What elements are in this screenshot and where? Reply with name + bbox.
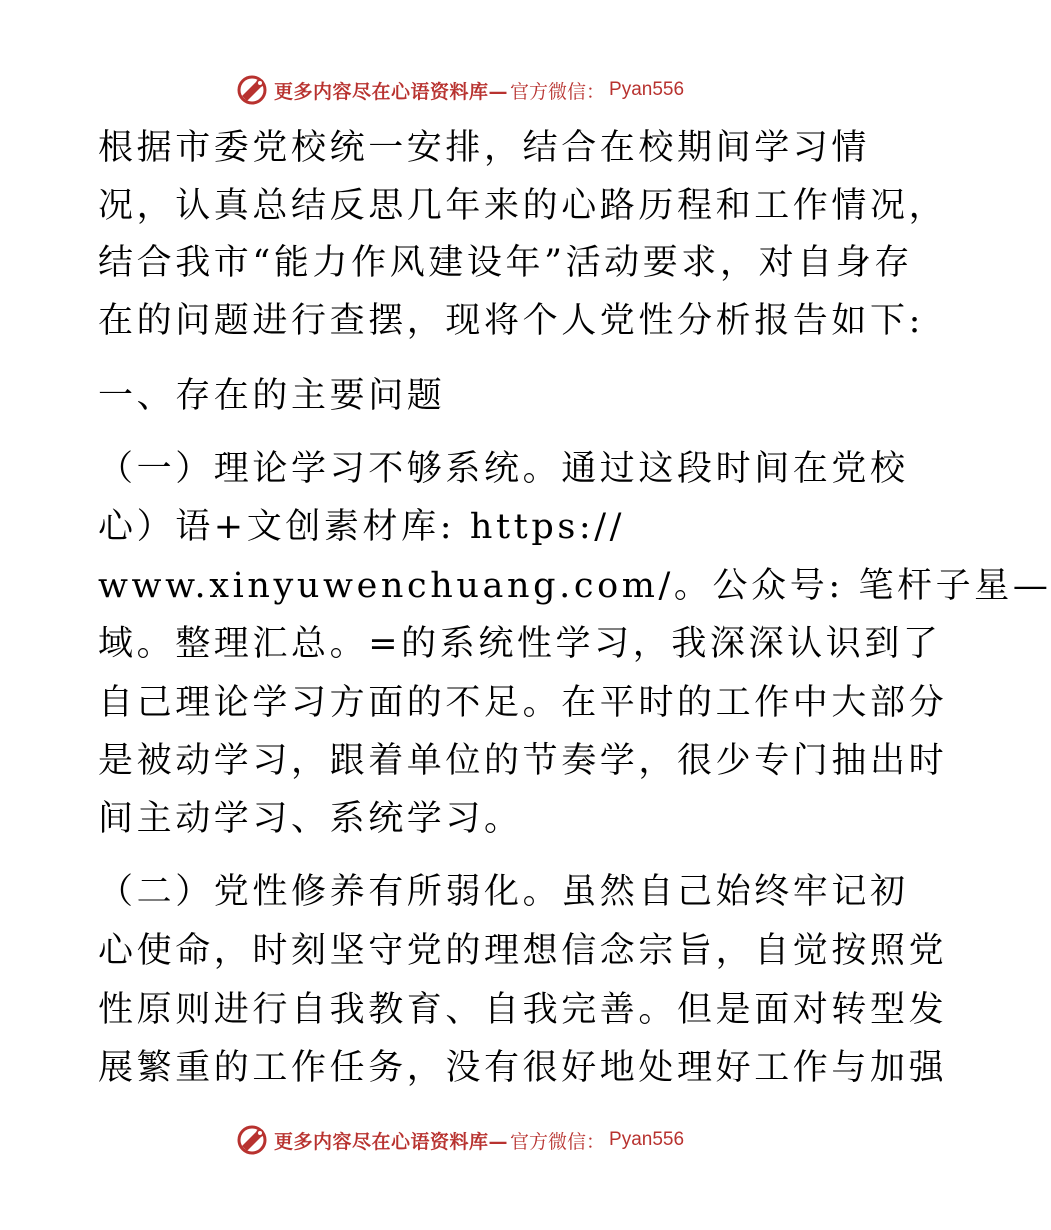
watermark-text: 更多内容尽在心语资料库— [274, 1130, 509, 1153]
footer-watermark [236, 1122, 756, 1158]
paragraph-line: 域。整理汇总。=的系统性学习，我深深认识到了 [98, 624, 942, 664]
watermark-wechat-id: Pyan556 [609, 79, 685, 100]
watermark-wechat-id: Pyan556 [609, 1129, 685, 1150]
paragraph-line: 性原则进行自我教育、自我完善。但是面对转型发 [98, 990, 948, 1030]
paragraph-line: 在的问题进行查摆，现将个人党性分析报告如下: [98, 301, 924, 341]
watermark-wechat-label: 官方微信： [510, 80, 606, 103]
section-heading: 一、存在的主要问题 [98, 376, 446, 416]
paragraph-line: 心使命，时刻坚守党的理想信念宗旨，自觉按照党 [98, 931, 948, 971]
paragraph-line: 根据市委党校统一安排，结合在校期间学习情 [98, 128, 871, 168]
paragraph-line: 间主动学习、系统学习。 [98, 799, 523, 839]
watermark-wechat-label: 官方微信： [510, 1130, 606, 1153]
paragraph-line: 是被动学习，跟着单位的节奏学，很少专门抽出时 [98, 741, 948, 781]
paragraph-line: 展繁重的工作任务，没有很好地处理好工作与加强 [98, 1048, 948, 1088]
paragraph-line: 心）语+文创素材库: https:// [98, 507, 626, 547]
subsection-heading-line: （一）理论学习不够系统。通过这段时间在党校 [98, 449, 909, 489]
paragraph-line: 结合我市“能力作风建设年”活动要求，对自身存 [98, 243, 913, 283]
watermark-text: 更多内容尽在心语资料库— [274, 80, 509, 103]
paragraph-line: 况，认真总结反思几年来的心路历程和工作情况， [98, 186, 948, 226]
paragraph-line: 自己理论学习方面的不足。在平时的工作中大部分 [98, 683, 948, 723]
brand-logo-icon [236, 1124, 268, 1156]
subsection-heading-line: （二）党性修养有所弱化。虽然自己始终牢记初 [98, 872, 909, 912]
paragraph-line: www.xinyuwenchuang.com/。公众号: 笔杆子星— [98, 566, 1051, 606]
header-watermark [236, 72, 756, 108]
brand-logo-icon [236, 74, 268, 106]
